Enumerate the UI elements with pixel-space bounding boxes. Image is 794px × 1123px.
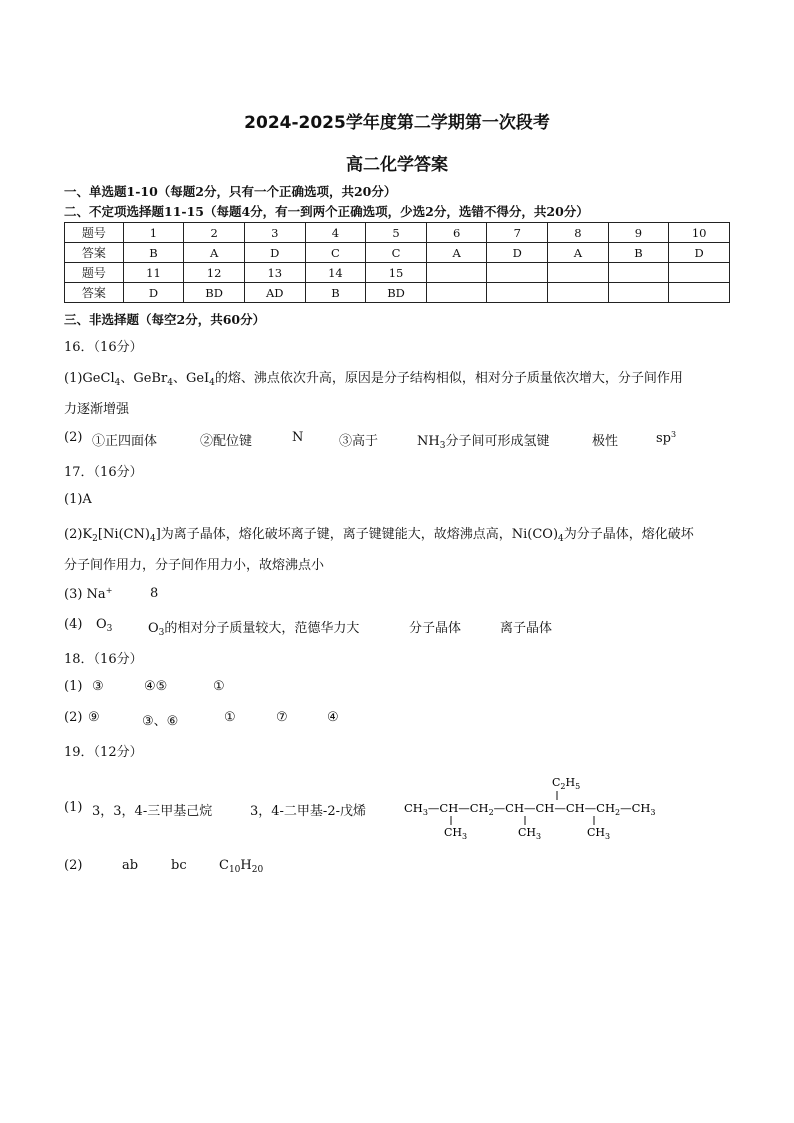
answer-blank: ①: [213, 679, 225, 694]
text-fragment: 的相对分子质量较大，范德华力大: [164, 621, 360, 636]
table-cell: 8: [548, 223, 609, 243]
table-cell: 15: [366, 263, 427, 283]
superscript: +: [105, 586, 113, 595]
text-fragment: sp: [656, 431, 671, 446]
text-fragment: 为分子晶体，熔化破坏: [563, 527, 694, 542]
item-prefix: (2): [64, 430, 83, 445]
q17-answer-2-cont: 分子间作用力，分子间作用力小，故熔沸点小: [64, 558, 325, 573]
q18-answer-1: [64, 679, 225, 694]
subscript: 4: [149, 534, 156, 544]
table-cell: D: [669, 243, 730, 263]
answer-blank: ①: [224, 710, 236, 725]
table-cell: 9: [608, 223, 669, 243]
table-row: [65, 263, 730, 283]
text-fragment: O: [148, 621, 159, 636]
subscript: 4: [209, 378, 215, 388]
section-2-heading: 二、不定项选择题11-15（每题4分，有一到两个正确选项，少选2分，选错不得分，共20分）: [64, 204, 589, 219]
subscript: 3: [158, 628, 165, 638]
text-fragment: [Ni(CN): [97, 527, 150, 542]
answer-blank: [96, 617, 112, 634]
answer-table: [64, 222, 730, 303]
page-subtitle: 高二化学答案: [346, 155, 448, 175]
table-row-label: 答案: [65, 243, 124, 263]
item-prefix: (1): [64, 800, 83, 815]
table-cell: 5: [366, 223, 427, 243]
table-cell: [608, 263, 669, 283]
q16-answer-2: [64, 430, 677, 451]
table-cell: [426, 263, 487, 283]
text-fragment: ]为离子晶体，熔化破坏离子键，离子键键能大，故熔沸点高，Ni(CO): [155, 527, 559, 542]
answer-blank: N: [292, 430, 304, 445]
table-cell: 6: [426, 223, 487, 243]
subscript: 10: [228, 865, 241, 875]
table-cell: [669, 283, 730, 303]
table-cell: A: [548, 243, 609, 263]
answer-blank: ⑨: [88, 710, 100, 725]
table-cell: [669, 263, 730, 283]
answer-blank: 3，3，4-三甲基己烷: [92, 804, 213, 819]
item-prefix: (1): [64, 679, 83, 694]
answer-blank: ab: [122, 858, 139, 873]
table-row-label: 题号: [65, 223, 124, 243]
answer-blank: 离子晶体: [500, 621, 553, 636]
text-fragment: (1)GeCl: [64, 371, 115, 386]
subscript: 4: [558, 534, 564, 544]
answer-blank: bc: [171, 858, 187, 873]
table-row-label: 题号: [65, 263, 124, 283]
section-1-heading: 一、单选题1-10（每题2分，只有一个正确选项，共20分）: [64, 184, 397, 199]
answer-blank: ⑦: [276, 710, 288, 725]
text-fragment: NH: [417, 434, 440, 449]
text-fragment: (3) Na: [64, 587, 106, 602]
table-cell: 2: [184, 223, 245, 243]
text-fragment: 分子间可形成氢键: [445, 434, 550, 449]
q16-header: 16．（16分）: [64, 340, 143, 355]
q18-answer-2: [64, 710, 339, 729]
main-chain: $CH_3—CH—CH_2—CH—CH—CH—CH_2—CH_3$: [404, 801, 656, 817]
table-cell: BD: [366, 283, 427, 303]
structural-formula: [404, 770, 704, 840]
answer-blank: 8: [150, 586, 159, 601]
table-cell: A: [426, 243, 487, 263]
subscript: 3: [106, 624, 113, 634]
table-cell: [548, 263, 609, 283]
text-fragment: 、GeBr: [120, 371, 168, 386]
text-fragment: 、GeI: [172, 371, 210, 386]
table-cell: D: [244, 243, 305, 263]
answer-blank: [148, 617, 359, 638]
answer-blank: [219, 858, 263, 875]
subscript: 4: [167, 378, 173, 388]
answer-blank: ②配位键: [200, 434, 253, 449]
q16-answer-1-cont: 力逐渐增强: [64, 402, 130, 417]
subscript: 2: [92, 534, 98, 544]
table-cell: 11: [123, 263, 184, 283]
text-fragment: O: [96, 617, 107, 632]
table-cell: 4: [305, 223, 366, 243]
table-cell: B: [305, 283, 366, 303]
text-fragment: 的熔、沸点依次升高，原因是分子结构相似，相对分子质量依次增大，分子间作用: [214, 371, 683, 386]
q17-answer-2: [64, 523, 694, 544]
q17-answer-4: [64, 617, 553, 638]
table-row: [65, 223, 730, 243]
methyl-branch-label: $CH_3$: [587, 826, 611, 840]
table-cell: [548, 283, 609, 303]
q19-answer-1: [64, 800, 366, 819]
table-cell: [608, 283, 669, 303]
answer-blank: ①正四面体: [92, 434, 158, 449]
answer-blank: ④⑤: [144, 679, 168, 694]
table-cell: B: [608, 243, 669, 263]
answer-blank: ④: [327, 710, 339, 725]
subscript: 3: [439, 441, 446, 451]
ethyl-group-label: $C_2H_5$: [552, 776, 581, 791]
q17-answer-3: [64, 586, 159, 602]
subscript: 4: [114, 378, 121, 388]
item-prefix: (2): [64, 710, 83, 725]
page-title: 2024-2025学年度第二学期第一次段考: [244, 113, 550, 133]
table-cell: 14: [305, 263, 366, 283]
table-cell: 12: [184, 263, 245, 283]
table-cell: 13: [244, 263, 305, 283]
table-cell: AD: [244, 283, 305, 303]
methyl-branch-label: $CH_3$: [444, 826, 468, 840]
text-fragment: C: [219, 858, 229, 873]
table-cell: 1: [123, 223, 184, 243]
table-row-label: 答案: [65, 283, 124, 303]
methyl-branch-label: $CH_3$: [518, 826, 542, 840]
item-prefix: (2): [64, 858, 83, 873]
table-cell: D: [123, 283, 184, 303]
answer-blank: [656, 430, 676, 446]
answer-blank: 3，4-二甲基-2-戊烯: [250, 804, 366, 819]
table-cell: D: [487, 243, 548, 263]
q17-header: 17．（16分）: [64, 465, 143, 480]
q16-answer-1: [64, 367, 683, 388]
table-cell: [487, 263, 548, 283]
table-cell: [487, 283, 548, 303]
item-prefix: (4): [64, 617, 83, 632]
subscript: 20: [251, 865, 264, 875]
text-fragment: H: [240, 858, 252, 873]
superscript: 3: [671, 430, 677, 439]
table-cell: 10: [669, 223, 730, 243]
table-cell: [426, 283, 487, 303]
q17-answer-1: (1)A: [64, 492, 92, 507]
table-row: [65, 243, 730, 263]
q19-header: 19．（12分）: [64, 745, 143, 760]
table-cell: A: [184, 243, 245, 263]
table-cell: BD: [184, 283, 245, 303]
table-cell: C: [366, 243, 427, 263]
answer-blank: 极性: [592, 434, 619, 449]
section-3-heading: 三、非选择题（每空2分，共60分）: [64, 312, 266, 327]
table-cell: B: [123, 243, 184, 263]
q19-answer-2: [64, 858, 264, 875]
table-row: [65, 283, 730, 303]
q18-header: 18．（16分）: [64, 652, 143, 667]
answer-blank: ③高于: [339, 434, 379, 449]
answer-blank: [417, 430, 549, 451]
table-cell: C: [305, 243, 366, 263]
answer-blank: ③: [92, 679, 104, 694]
table-cell: 7: [487, 223, 548, 243]
text-fragment: (2)K: [64, 527, 93, 542]
answer-blank: ③、⑥: [142, 714, 179, 729]
table-cell: 3: [244, 223, 305, 243]
answer-blank: 分子晶体: [409, 621, 462, 636]
